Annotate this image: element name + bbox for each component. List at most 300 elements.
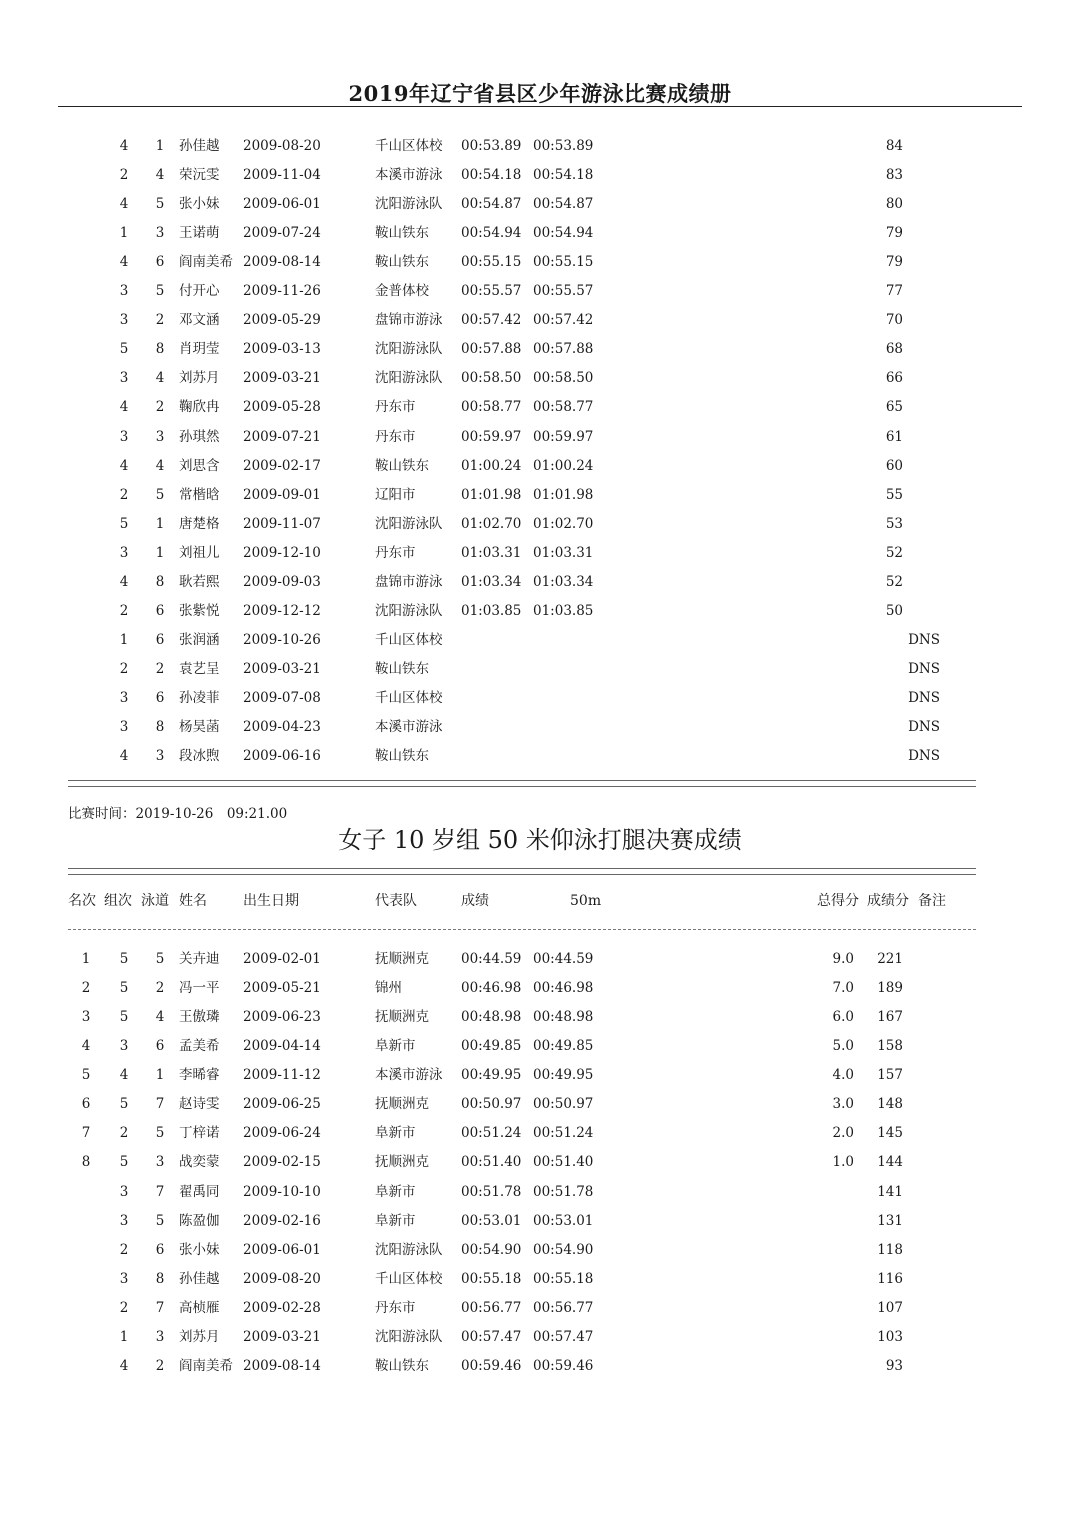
cell-group: 5 (119, 515, 129, 532)
table-row (0, 364, 1080, 393)
cell-split: 00:54.94 (533, 225, 594, 242)
cell-dob: 2009-03-21 (243, 370, 321, 387)
cell-split: 00:56.77 (533, 1299, 594, 1316)
document-title: 2019年辽宁省县区少年游泳比赛成绩册 (348, 81, 732, 106)
cell-rank: 4 (81, 1038, 91, 1055)
table-row (0, 1294, 1080, 1323)
table-row (0, 1323, 1080, 1352)
cell-lane: 5 (155, 283, 165, 300)
cell-score: 103 (877, 1328, 903, 1345)
cell-team: 沈阳游泳队 (375, 515, 443, 532)
cell-lane: 6 (155, 689, 165, 706)
header-name: 姓名 (179, 893, 207, 909)
cell-time: 00:53.01 (461, 1212, 522, 1229)
cell-time: 00:55.18 (461, 1270, 522, 1287)
cell-score: 221 (877, 951, 903, 967)
cell-dob: 2009-03-13 (243, 341, 321, 358)
cell-group: 4 (119, 748, 129, 765)
cell-team: 沈阳游泳队 (375, 370, 443, 387)
cell-team: 鞍山铁东 (375, 660, 429, 677)
cell-score: 93 (885, 1357, 903, 1374)
cell-lane: 4 (155, 167, 165, 184)
cell-lane: 6 (155, 1038, 165, 1055)
cell-lane: 7 (155, 1299, 165, 1316)
cell-time: 00:51.24 (461, 1125, 522, 1142)
cell-split: 00:58.77 (533, 399, 594, 416)
cell-lane: 2 (155, 312, 165, 329)
cell-rank: 7 (81, 1125, 91, 1142)
cell-name: 孙佳越 (179, 1270, 220, 1287)
table-row (0, 1119, 1080, 1148)
table-row (0, 481, 1080, 510)
cell-name: 冯一平 (179, 980, 220, 997)
cell-name: 张润涵 (179, 631, 220, 648)
cell-name: 刘思含 (179, 457, 220, 474)
cell-dob: 2009-05-28 (243, 399, 321, 416)
cell-score: 60 (885, 457, 903, 474)
cell-time: 01:03.31 (461, 544, 522, 561)
cell-dob: 2009-06-24 (243, 1125, 321, 1142)
cell-dob: 2009-06-01 (243, 1241, 321, 1258)
cell-time: 00:49.85 (461, 1038, 522, 1055)
cell-group: 3 (119, 283, 129, 300)
cell-name: 陈盈伽 (179, 1212, 220, 1229)
cell-group: 2 (119, 660, 129, 677)
cell-time: 00:58.77 (461, 399, 522, 416)
cell-lane: 6 (155, 1241, 165, 1258)
table-row (0, 248, 1080, 277)
cell-name: 孙琪然 (179, 428, 220, 445)
table-row (0, 510, 1080, 539)
cell-score: 66 (885, 370, 903, 387)
cell-group: 4 (119, 573, 129, 590)
cell-split: 00:48.98 (533, 1009, 594, 1026)
cell-score: 68 (885, 341, 903, 358)
cell-score: 70 (885, 312, 903, 329)
cell-group: 2 (119, 1125, 129, 1142)
cell-group: 4 (119, 399, 129, 416)
cell-dob: 2009-10-10 (243, 1183, 321, 1200)
cell-note: DNS (908, 689, 940, 706)
cell-score: 167 (877, 1009, 903, 1026)
cell-score: 80 (885, 196, 903, 213)
cell-score: 144 (877, 1154, 903, 1171)
cell-note: DNS (908, 719, 940, 735)
table-row (0, 945, 1080, 974)
cell-name: 战奕蒙 (179, 1154, 220, 1171)
cell-group: 1 (119, 631, 129, 648)
cell-name: 孙凌菲 (179, 689, 220, 706)
cell-group: 3 (119, 719, 129, 735)
cell-group: 3 (119, 689, 129, 706)
cell-group: 1 (119, 1328, 129, 1345)
cell-dob: 2009-04-23 (243, 719, 321, 735)
cell-lane: 7 (155, 1096, 165, 1113)
table-row (0, 713, 1080, 742)
cell-dob: 2009-10-26 (243, 631, 321, 648)
header-total: 总得分 (817, 893, 859, 909)
cell-team: 阜新市 (375, 1125, 416, 1142)
cell-team: 丹东市 (375, 399, 416, 416)
table-row (0, 452, 1080, 481)
cell-team: 沈阳游泳队 (375, 602, 443, 619)
cell-group: 3 (119, 1270, 129, 1287)
cell-lane: 3 (155, 748, 165, 765)
cell-lane: 1 (155, 138, 165, 154)
cell-time: 00:49.95 (461, 1067, 522, 1084)
cell-score: 116 (877, 1270, 903, 1287)
cell-name: 孟美希 (179, 1038, 220, 1055)
cell-team: 千山区体校 (375, 631, 443, 648)
table-row (0, 1236, 1080, 1265)
cell-name: 关卉迪 (179, 951, 220, 967)
cell-score: 84 (885, 138, 903, 154)
cell-name: 付开心 (179, 283, 220, 300)
cell-name: 耿若熙 (179, 573, 220, 590)
table-row (0, 423, 1080, 452)
header-dob: 出生日期 (243, 893, 299, 909)
table-row (0, 1061, 1080, 1090)
cell-score: 118 (877, 1241, 903, 1258)
cell-team: 本溪市游泳 (375, 1067, 443, 1084)
cell-lane: 7 (155, 1183, 165, 1200)
cell-time: 00:55.57 (461, 283, 522, 300)
cell-lane: 5 (155, 196, 165, 213)
cell-group: 3 (119, 1038, 129, 1055)
cell-group: 3 (119, 428, 129, 445)
cell-group: 2 (119, 167, 129, 184)
cell-name: 鞠欣冉 (179, 399, 220, 416)
cell-split: 00:51.78 (533, 1183, 594, 1200)
cell-score: 79 (885, 254, 903, 271)
header-bottom-divider (68, 929, 976, 930)
header-rank: 名次 (68, 893, 96, 909)
cell-score: 61 (885, 428, 903, 445)
cell-rank: 6 (81, 1096, 91, 1113)
cell-split: 00:58.50 (533, 370, 594, 387)
section-divider (68, 780, 976, 787)
cell-team: 沈阳游泳队 (375, 1241, 443, 1258)
cell-dob: 2009-12-10 (243, 544, 321, 561)
cell-name: 刘苏月 (179, 1328, 220, 1345)
cell-name: 邓文涵 (179, 312, 220, 329)
cell-split: 00:54.18 (533, 167, 594, 184)
title-divider (58, 106, 1022, 107)
cell-dob: 2009-12-12 (243, 602, 321, 619)
table-row (0, 1207, 1080, 1236)
table-row (0, 132, 1080, 161)
cell-split: 00:55.15 (533, 254, 594, 271)
cell-team: 丹东市 (375, 1299, 416, 1316)
cell-name: 丁梓诺 (179, 1125, 220, 1142)
cell-lane: 6 (155, 631, 165, 648)
cell-split: 00:46.98 (533, 980, 594, 997)
cell-group: 5 (119, 980, 129, 997)
cell-rank: 8 (81, 1154, 91, 1171)
cell-name: 王诺萌 (179, 225, 220, 242)
cell-name: 阎南美希 (179, 254, 233, 271)
cell-team: 沈阳游泳队 (375, 196, 443, 213)
cell-dob: 2009-11-04 (243, 167, 321, 184)
cell-team: 阜新市 (375, 1038, 416, 1055)
cell-dob: 2009-08-20 (243, 138, 321, 154)
cell-dob: 2009-06-01 (243, 196, 321, 213)
header-time: 成绩 (461, 893, 489, 909)
cell-name: 阎南美希 (179, 1357, 233, 1374)
cell-team: 本溪市游泳 (375, 719, 443, 735)
cell-dob: 2009-02-16 (243, 1212, 321, 1229)
table-row (0, 335, 1080, 364)
cell-time: 00:58.50 (461, 370, 522, 387)
cell-lane: 6 (155, 254, 165, 271)
cell-team: 金普体校 (375, 283, 429, 300)
cell-name: 王傲璘 (179, 1009, 220, 1026)
cell-group: 3 (119, 1212, 129, 1229)
table-row (0, 1178, 1080, 1207)
event-time: 比赛时间：2019-10-26 09:21.00 (68, 806, 288, 822)
header-lane: 泳道 (141, 893, 169, 909)
cell-name: 段冰煦 (179, 748, 220, 765)
cell-dob: 2009-08-14 (243, 1357, 321, 1374)
cell-split: 00:57.42 (533, 312, 594, 329)
cell-note: DNS (908, 631, 940, 648)
table-row (0, 1265, 1080, 1294)
cell-lane: 1 (155, 544, 165, 561)
cell-dob: 2009-03-21 (243, 1328, 321, 1345)
cell-dob: 2009-07-08 (243, 689, 321, 706)
cell-dob: 2009-05-29 (243, 312, 321, 329)
cell-split: 00:49.85 (533, 1038, 594, 1055)
cell-name: 刘苏月 (179, 370, 220, 387)
cell-split: 00:53.89 (533, 138, 594, 154)
cell-time: 00:55.15 (461, 254, 522, 271)
cell-score: 52 (885, 544, 903, 561)
cell-time: 00:53.89 (461, 138, 522, 154)
cell-split: 00:54.90 (533, 1241, 594, 1258)
cell-split: 00:51.40 (533, 1154, 594, 1171)
cell-time: 01:00.24 (461, 457, 522, 474)
cell-lane: 5 (155, 486, 165, 503)
cell-time: 01:02.70 (461, 515, 522, 532)
header-group: 组次 (104, 893, 132, 909)
cell-split: 01:02.70 (533, 515, 594, 532)
cell-group: 2 (119, 602, 129, 619)
cell-score: 145 (877, 1125, 903, 1142)
cell-team: 本溪市游泳 (375, 167, 443, 184)
cell-team: 鞍山铁东 (375, 1357, 429, 1374)
cell-dob: 2009-08-14 (243, 254, 321, 271)
cell-name: 袁艺呈 (179, 660, 220, 677)
cell-dob: 2009-02-28 (243, 1299, 321, 1316)
cell-lane: 4 (155, 1009, 165, 1026)
cell-total: 3.0 (832, 1096, 854, 1113)
cell-team: 盘锦市游泳 (375, 573, 443, 590)
cell-name: 张紫悦 (179, 602, 220, 619)
cell-team: 抚顺洲克 (375, 1009, 429, 1026)
cell-lane: 8 (155, 341, 165, 358)
cell-team: 阜新市 (375, 1212, 416, 1229)
cell-lane: 4 (155, 457, 165, 474)
cell-dob: 2009-11-26 (243, 283, 321, 300)
cell-team: 沈阳游泳队 (375, 341, 443, 358)
table-row (0, 161, 1080, 190)
cell-time: 00:59.46 (461, 1357, 522, 1374)
cell-team: 鞍山铁东 (375, 225, 429, 242)
cell-group: 2 (119, 486, 129, 503)
cell-lane: 3 (155, 428, 165, 445)
cell-dob: 2009-02-17 (243, 457, 321, 474)
cell-split: 00:44.59 (533, 951, 594, 967)
cell-team: 抚顺洲克 (375, 1096, 429, 1113)
cell-lane: 5 (155, 1212, 165, 1229)
table-row (0, 1090, 1080, 1119)
table-row (0, 1032, 1080, 1061)
cell-rank: 3 (81, 1009, 91, 1026)
cell-time: 00:46.98 (461, 980, 522, 997)
table-row (0, 597, 1080, 626)
cell-name: 张小妹 (179, 1241, 220, 1258)
cell-dob: 2009-08-20 (243, 1270, 321, 1287)
cell-note: DNS (908, 660, 940, 677)
cell-name: 唐楚格 (179, 515, 220, 532)
cell-name: 高桢雁 (179, 1299, 220, 1316)
cell-group: 2 (119, 1299, 129, 1316)
table-row (0, 568, 1080, 597)
cell-lane: 3 (155, 1154, 165, 1171)
cell-dob: 2009-09-01 (243, 486, 321, 503)
cell-dob: 2009-07-21 (243, 428, 321, 445)
cell-group: 4 (119, 196, 129, 213)
cell-team: 鞍山铁东 (375, 748, 429, 765)
table-row (0, 655, 1080, 684)
cell-lane: 5 (155, 1125, 165, 1142)
cell-split: 00:59.46 (533, 1357, 594, 1374)
cell-score: 158 (877, 1038, 903, 1055)
cell-group: 5 (119, 1154, 129, 1171)
cell-split: 01:03.34 (533, 573, 594, 590)
cell-split: 00:53.01 (533, 1212, 594, 1229)
cell-time: 01:01.98 (461, 486, 522, 503)
cell-split: 01:03.31 (533, 544, 594, 561)
cell-group: 5 (119, 1096, 129, 1113)
cell-score: 141 (877, 1183, 903, 1200)
cell-score: 157 (877, 1067, 903, 1084)
cell-name: 李晞睿 (179, 1067, 220, 1084)
table-row (0, 1148, 1080, 1177)
cell-team: 千山区体校 (375, 689, 443, 706)
cell-dob: 2009-02-01 (243, 951, 321, 967)
cell-lane: 8 (155, 1270, 165, 1287)
cell-time: 00:57.47 (461, 1328, 522, 1345)
cell-lane: 1 (155, 1067, 165, 1084)
cell-group: 4 (119, 138, 129, 154)
table-row (0, 277, 1080, 306)
cell-split: 00:51.24 (533, 1125, 594, 1142)
cell-time: 00:54.87 (461, 196, 522, 213)
cell-score: 189 (877, 980, 903, 997)
cell-split: 00:49.95 (533, 1067, 594, 1084)
cell-time: 00:50.97 (461, 1096, 522, 1113)
cell-group: 3 (119, 370, 129, 387)
cell-time: 00:54.90 (461, 1241, 522, 1258)
cell-total: 5.0 (832, 1038, 854, 1055)
cell-dob: 2009-03-21 (243, 660, 321, 677)
cell-lane: 2 (155, 980, 165, 997)
cell-group: 3 (119, 1183, 129, 1200)
cell-score: 53 (885, 515, 903, 532)
cell-score: 131 (877, 1212, 903, 1229)
cell-team: 锦州 (375, 980, 402, 997)
cell-team: 千山区体校 (375, 1270, 443, 1287)
cell-time: 00:59.97 (461, 428, 522, 445)
table-row (0, 1003, 1080, 1032)
cell-team: 鞍山铁东 (375, 254, 429, 271)
header-note: 备注 (918, 893, 946, 909)
cell-lane: 8 (155, 719, 165, 735)
table-row (0, 742, 1080, 771)
cell-split: 01:00.24 (533, 457, 594, 474)
cell-group: 4 (119, 1357, 129, 1374)
table-row (0, 1352, 1080, 1381)
cell-rank: 1 (81, 951, 91, 967)
cell-lane: 2 (155, 399, 165, 416)
cell-total: 7.0 (832, 980, 854, 997)
cell-group: 3 (119, 312, 129, 329)
cell-team: 沈阳游泳队 (375, 1328, 443, 1345)
cell-dob: 2009-06-25 (243, 1096, 321, 1113)
table-row (0, 219, 1080, 248)
cell-split: 00:55.57 (533, 283, 594, 300)
cell-score: 79 (885, 225, 903, 242)
table-row (0, 539, 1080, 568)
cell-time: 00:56.77 (461, 1299, 522, 1316)
cell-dob: 2009-11-12 (243, 1067, 321, 1084)
cell-split: 00:55.18 (533, 1270, 594, 1287)
cell-lane: 6 (155, 602, 165, 619)
header-top-divider (68, 868, 976, 875)
cell-team: 丹东市 (375, 428, 416, 445)
cell-group: 4 (119, 457, 129, 474)
cell-time: 00:54.94 (461, 225, 522, 242)
cell-lane: 2 (155, 1357, 165, 1374)
cell-split: 00:57.47 (533, 1328, 594, 1345)
header-team: 代表队 (375, 893, 417, 909)
cell-time: 01:03.85 (461, 602, 522, 619)
table-row (0, 626, 1080, 655)
cell-total: 9.0 (832, 951, 854, 967)
cell-split: 00:57.88 (533, 341, 594, 358)
cell-score: 107 (877, 1299, 903, 1316)
cell-score: 83 (885, 167, 903, 184)
cell-name: 常楷晗 (179, 486, 220, 503)
cell-time: 00:51.78 (461, 1183, 522, 1200)
table-row (0, 190, 1080, 219)
table-row (0, 306, 1080, 335)
cell-name: 杨昊菡 (179, 719, 220, 735)
cell-rank: 2 (81, 980, 91, 997)
cell-lane: 4 (155, 370, 165, 387)
cell-split: 00:54.87 (533, 196, 594, 213)
cell-total: 2.0 (832, 1125, 854, 1142)
cell-time: 00:44.59 (461, 951, 522, 967)
cell-name: 翟禹同 (179, 1183, 220, 1200)
cell-lane: 2 (155, 660, 165, 677)
cell-team: 丹东市 (375, 544, 416, 561)
cell-name: 荣沅雯 (179, 167, 220, 184)
cell-dob: 2009-04-14 (243, 1038, 321, 1055)
cell-group: 4 (119, 1067, 129, 1084)
cell-score: 55 (885, 486, 903, 503)
